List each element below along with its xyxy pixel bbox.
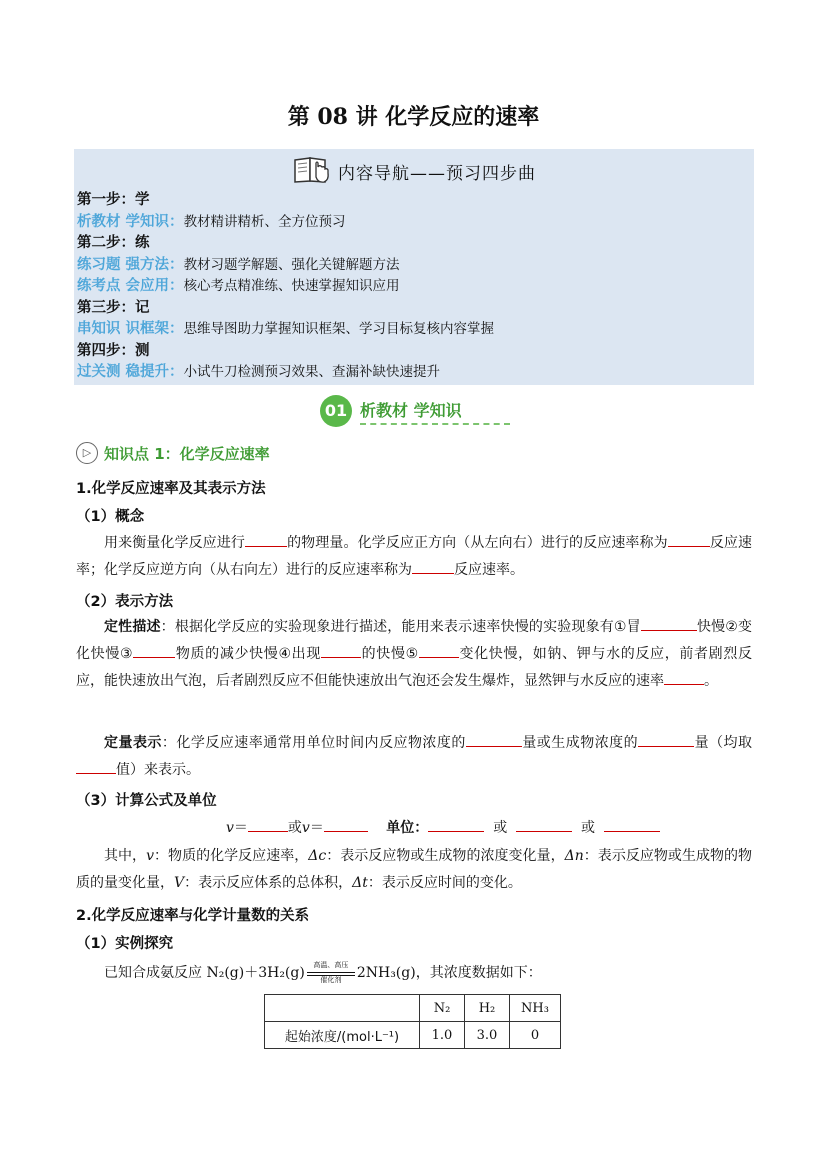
section-heading-1: 1.化学反应速率及其表示方法 [76,481,266,497]
text: 或 [581,820,596,836]
item-tag: 串知识 识框架： [77,321,184,337]
reaction-arrow [305,963,357,983]
text: 量（均取 [694,735,753,751]
text: 的物理量。化学反应正方向（从左向右）进行的反应速率称为 [286,535,668,551]
formula-heading: （3）计算公式及单位 [76,793,217,809]
fill-blank[interactable] [664,668,704,685]
item-desc: 教材习题学解题、强化关键解题方法 [183,256,400,273]
book-hand-icon [292,153,332,189]
text: ：物质的化学反应速率， [154,848,309,864]
step-label: 第一步：学 [77,192,150,208]
velocity-symbol: v [301,820,310,836]
reaction-reactants: N₂(g)＋3H₂(g) [206,965,305,981]
step-label: 第四步：测 [77,342,150,359]
table-cell: 1.0 [420,1022,465,1049]
item-desc: 小试牛刀检测预习效果、查漏补缺快速提升 [183,364,441,380]
item-desc: 思维导图助力掌握知识框架、学习目标复核内容掌握 [183,321,495,337]
item-desc: 核心考点精准练、快速掌握知识应用 [183,278,400,294]
concentration-table [264,994,561,1049]
quantitative-paragraph [76,730,752,784]
nav-header-text: 内容导航——预习四步曲 [338,163,536,184]
reaction-products: 2NH₃(g) [356,965,416,981]
velocity-symbol: v [226,820,234,836]
section-underline [360,423,510,425]
fill-blank[interactable] [428,815,484,832]
table-header-cell: NH₃ [510,995,561,1022]
method-heading: （2）表示方法 [76,594,174,610]
fill-blank[interactable] [412,557,454,574]
symbol: Δn [564,848,584,864]
symbol: Δt [352,875,368,891]
nav-header [74,153,754,187]
example-heading: （1）实例探究 [76,936,174,952]
knowledge-point-heading [76,442,270,464]
text: ：表示反应物或生成物的浓度变化量， [326,848,565,864]
nav-step-row [77,233,494,255]
arrow-bottom-condition: 催化剂 [320,976,342,984]
nav-item-row [77,362,494,384]
table-header-cell [265,995,420,1022]
nav-item-row [77,255,494,277]
knowledge-point-text: 知识点 1：化学反应速率 [104,444,270,463]
table-header-cell: N₂ [420,995,465,1022]
fill-blank[interactable] [604,815,660,832]
text: 或 [493,820,508,836]
quant-label: 定量表示 [104,735,162,751]
fill-blank[interactable] [76,757,116,774]
reaction-line [104,962,542,983]
fill-blank[interactable] [133,641,175,658]
section-label: 析教材 学知识 [360,401,462,420]
fill-blank[interactable] [668,530,710,547]
symbol: v [146,848,154,864]
table-header-cell: H₂ [465,995,510,1022]
explanation-paragraph [76,843,752,897]
fill-blank[interactable] [248,815,288,832]
text: 反应速率；化学反应逆方向（从右向左）进行的反应速率称为 [76,535,753,578]
item-desc: 教材精讲精析、全方位预习 [183,213,346,230]
fill-blank[interactable] [321,641,361,658]
table-row-label: 起始浓度/(mol·L⁻¹) [265,1022,420,1049]
text: ：表示反应物或生成物的物质的量变化量， [76,848,753,891]
fill-blank[interactable] [516,815,572,832]
arrow-circle-icon: ▷ [76,442,98,464]
content-navigation-box [74,149,754,385]
text: 已知合成氨反应 [104,965,207,981]
text: 。 [704,673,718,689]
table-cell: 3.0 [465,1022,510,1049]
fill-blank[interactable] [638,730,694,747]
text: 或 [287,820,302,836]
text: 值）来表示。 [116,762,200,778]
text: 变化快慢，如钠、钾与水的反应，前者剧烈反应，能快速放出气泡，后者剧烈反应不但能快速放出气泡还会发生爆炸，显然钾与水反应的速率 [76,646,752,689]
step-label: 第二步：练 [77,235,150,251]
text: 快慢②变化快慢③ [76,619,752,662]
nav-item-row [77,276,494,298]
fill-blank[interactable] [419,641,459,658]
text: 其中， [104,848,147,864]
symbol: V [174,875,185,891]
section-heading-2: 2.化学反应速率与化学计量数的关系 [76,908,310,924]
unit-label: 单位： [386,820,429,836]
text: ：化学反应速率通常用单位时间内反应物浓度的 [161,735,466,751]
text: ＝ [309,820,324,836]
fill-blank[interactable] [324,815,368,832]
section-number: 01 [320,395,352,427]
text: 量或生成物浓度的 [521,735,639,751]
text: ：表示反应时间的变化。 [367,875,522,891]
nav-item-row [77,212,494,234]
text: 用来衡量化学反应进行 [104,535,245,551]
item-tag: 析教材 学知识： [77,213,184,230]
qual-label: 定性描述 [104,619,161,635]
step-label: 第三步：记 [77,299,150,316]
text: ：根据化学反应的实验现象进行描述，能用来表示速率快慢的实验现象有①冒 [160,619,641,635]
fill-blank[interactable] [245,530,287,547]
nav-step-row [77,190,494,212]
fill-blank[interactable] [641,614,697,631]
text: ，其浓度数据如下： [415,965,542,981]
item-tag: 练习题 强方法： [77,256,184,273]
text: ＝ [233,820,248,836]
nav-step-row [77,298,494,320]
page-title: 第 08 讲 化学反应的速率 [287,104,540,130]
item-tag: 过关测 稳提升： [77,364,184,380]
qualitative-paragraph [76,614,752,695]
text: ：表示反应体系的总体积， [184,875,353,891]
table-cell: 0 [510,1022,561,1049]
concept-paragraph [76,530,752,584]
formula-line [226,815,660,837]
text: 物质的减少快慢④出现 [175,646,321,662]
table-row [265,1022,561,1049]
item-tag: 练考点 会应用： [77,278,184,294]
text: 反应速率。 [454,562,524,578]
nav-item-row [77,319,494,341]
text: 的快慢⑤ [360,646,419,662]
nav-step-row [77,341,494,363]
symbol: Δc [308,848,327,864]
table-header-row [265,995,561,1022]
fill-blank[interactable] [466,730,522,747]
arrow-top-condition: 高温、高压 [313,961,349,969]
concept-heading: （1）概念 [76,509,145,525]
